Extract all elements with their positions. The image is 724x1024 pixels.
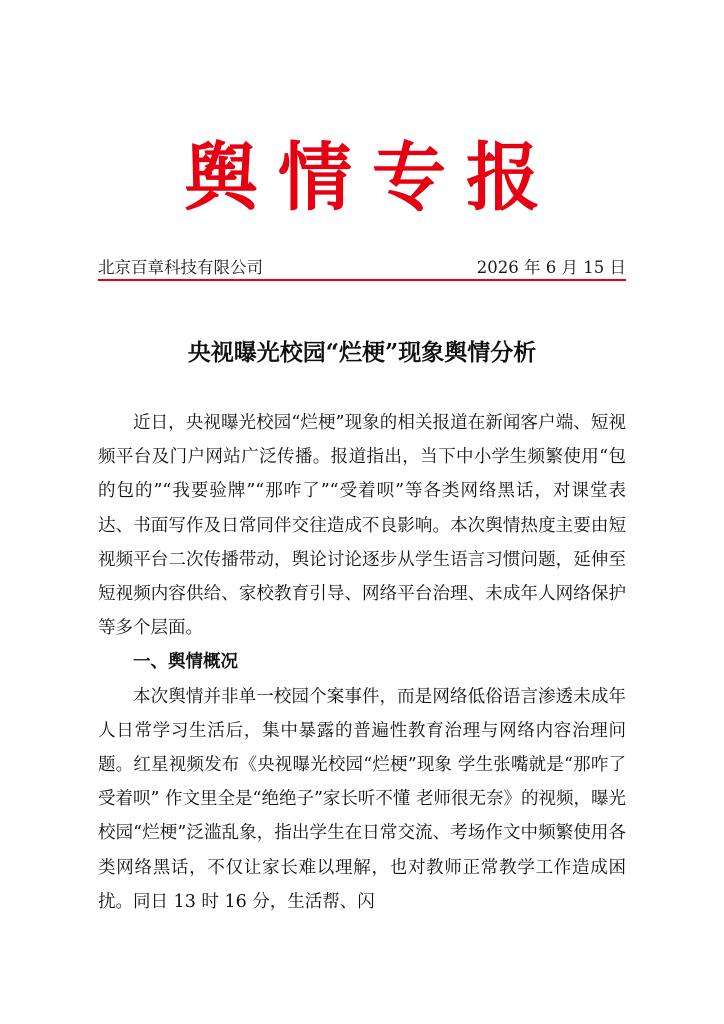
- masthead-title: 舆情专报: [184, 135, 560, 221]
- intro-paragraph: 近日，央视曝光校园“烂梗”现象的相关报道在新闻客户端、短视频平台及门户网站广泛传播。报道指出，当下中小学生频繁使用“包的包的”“我要验牌”“那咋了”“受着呗”等各类网络黑话，对课堂表达、书面写作及日常同伴交往造成不良影响。本次舆情热度主要由短视频平台二次传播带动，舆论讨论逐步从学生语言习惯问题，延伸至短视频内容供给、家校教育引导、网络平台治理、未成年人网络保护等多个层面。: [98, 413, 626, 639]
- report-date: 2026 年 6 月 15 日: [476, 258, 626, 277]
- header-meta-row: [98, 254, 626, 280]
- document-title: 央视曝光校园“烂梗”现象舆情分析: [187, 339, 537, 366]
- section-heading-overview: 一、舆情概况: [133, 652, 238, 673]
- document-body: [98, 406, 626, 919]
- overview-paragraph: 本次舆情并非单一校园个案事件，而是网络低俗语言渗透未成年人日常学习生活后，集中暴露的普遍性教育治理与网络内容治理问题。红星视频发布《央视曝光校园“烂梗”现象 学生张嘴就是“那咋了 受着呗” 作文里全是“绝绝子”家长听不懂 老师很无奈》的视频，曝光校园“烂梗”泛滥乱象，指出学生在日常交流、考场作文中频繁使用各类网络黑话，不仅让家长难以理解，也对教师正常教学工作造成困扰。同日 13 时 16 分，生活帮、闪: [98, 686, 626, 912]
- red-divider-line: [98, 279, 626, 281]
- company-name: 北京百章科技有限公司: [98, 258, 263, 277]
